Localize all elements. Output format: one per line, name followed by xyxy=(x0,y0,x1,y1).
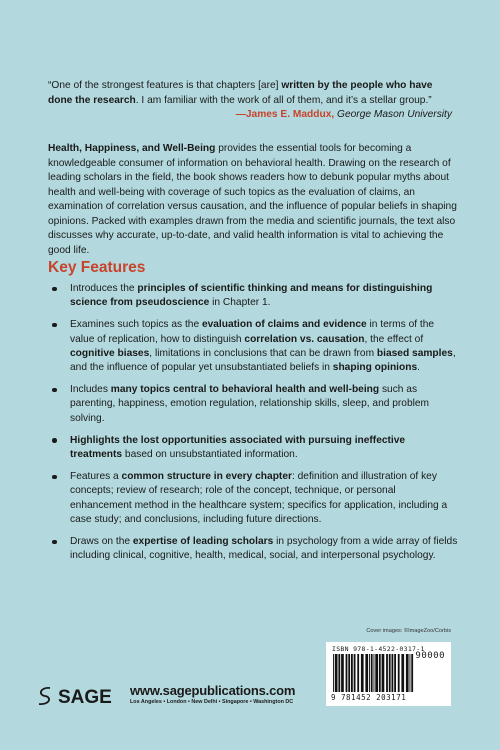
quote-author: —James E. Maddux, xyxy=(235,109,335,120)
book-title: Health, Happiness, and Well-Being xyxy=(48,143,216,154)
list-item: Introduces the principles of scientific thinking and means for distinguishing science from pseudoscience in Chapter 1. xyxy=(48,282,458,310)
sage-logo-text: SAGE xyxy=(58,687,112,708)
list-item: Draws on the expertise of leading scholars in psychology from a wide array of fields including clinical, cognitive, health, medical, social, and interpersonal psychology. xyxy=(48,535,458,563)
publisher-cities: Los Angeles • London • New Delhi • Singapore • Washington DC xyxy=(130,699,294,705)
sage-logo-icon xyxy=(39,688,50,704)
bullet-icon xyxy=(52,540,57,545)
barcode-digits: 9 781452 203171 xyxy=(331,693,407,702)
bullet-icon xyxy=(52,287,57,292)
list-item: Examines such topics as the evaluation of claims and evidence in terms of the value of replication, how to distinguish correlation vs. causation, the effect of cognitive biases, limitations in conclusions that can be drawn from biased samples, and the influence of popular yet unsubstantiated beliefs in shaping opinions. xyxy=(48,318,458,375)
quote-affiliation: George Mason University xyxy=(337,109,452,120)
book-description: Health, Happiness, and Well-Being provides the essential tools for becoming a knowledgeable consumer of information on behavioral health. Drawing on the research of leading scholars in the field, the book shows readers how to debunk popular myths about health and well-being with coverage of such topics as the evaluation of claims, an examination of correlation versus causation, and the influence of popular beliefs in shaping opinions. Packed with examples drawn from the media and scientific journals, the text also discusses why accurate, up-to-date, and valid health information is vital to achieving the good life. xyxy=(48,143,457,256)
endorsement-quote xyxy=(48,79,452,123)
isbn-label: ISBN 978-1-4522-0317-1 xyxy=(332,645,425,653)
cover-credit: Cover images: ©ImageZoo/Corbis xyxy=(366,628,451,634)
bullet-icon xyxy=(52,475,57,480)
bullet-icon xyxy=(52,388,57,393)
bullet-icon xyxy=(52,323,57,328)
list-item: Highlights the lost opportunities associated with pursuing ineffective treatments based on unsubstantiated information. xyxy=(48,434,458,462)
bullet-icon xyxy=(52,438,57,443)
key-features-heading: Key Features xyxy=(48,259,146,276)
barcode-bars xyxy=(331,654,447,692)
sage-logo xyxy=(36,684,126,708)
price-code: 90000 xyxy=(415,651,445,661)
list-item: Features a common structure in every chapter: definition and illustration of key concepts; review of research; role of the concept, technique, or personal enhancement method in the healthcare system; specifics for application, including a case study; and conclusions, including future directions. xyxy=(48,470,458,527)
quote-attribution xyxy=(48,108,452,123)
publisher-url[interactable]: www.sagepublications.com xyxy=(130,683,296,698)
isbn-barcode xyxy=(326,642,451,706)
publisher-info xyxy=(130,683,295,705)
key-features-list xyxy=(48,282,458,571)
list-item: Includes many topics central to behavioral health and well-being such as parenting, happiness, emotion regulation, relationship skills, sleep, and problem solving. xyxy=(48,383,458,426)
quote-text: “One of the strongest features is that chapters [are] written by the people who have done the research. I am familiar with the work of all of them, and it’s a stellar group.” xyxy=(48,80,433,106)
